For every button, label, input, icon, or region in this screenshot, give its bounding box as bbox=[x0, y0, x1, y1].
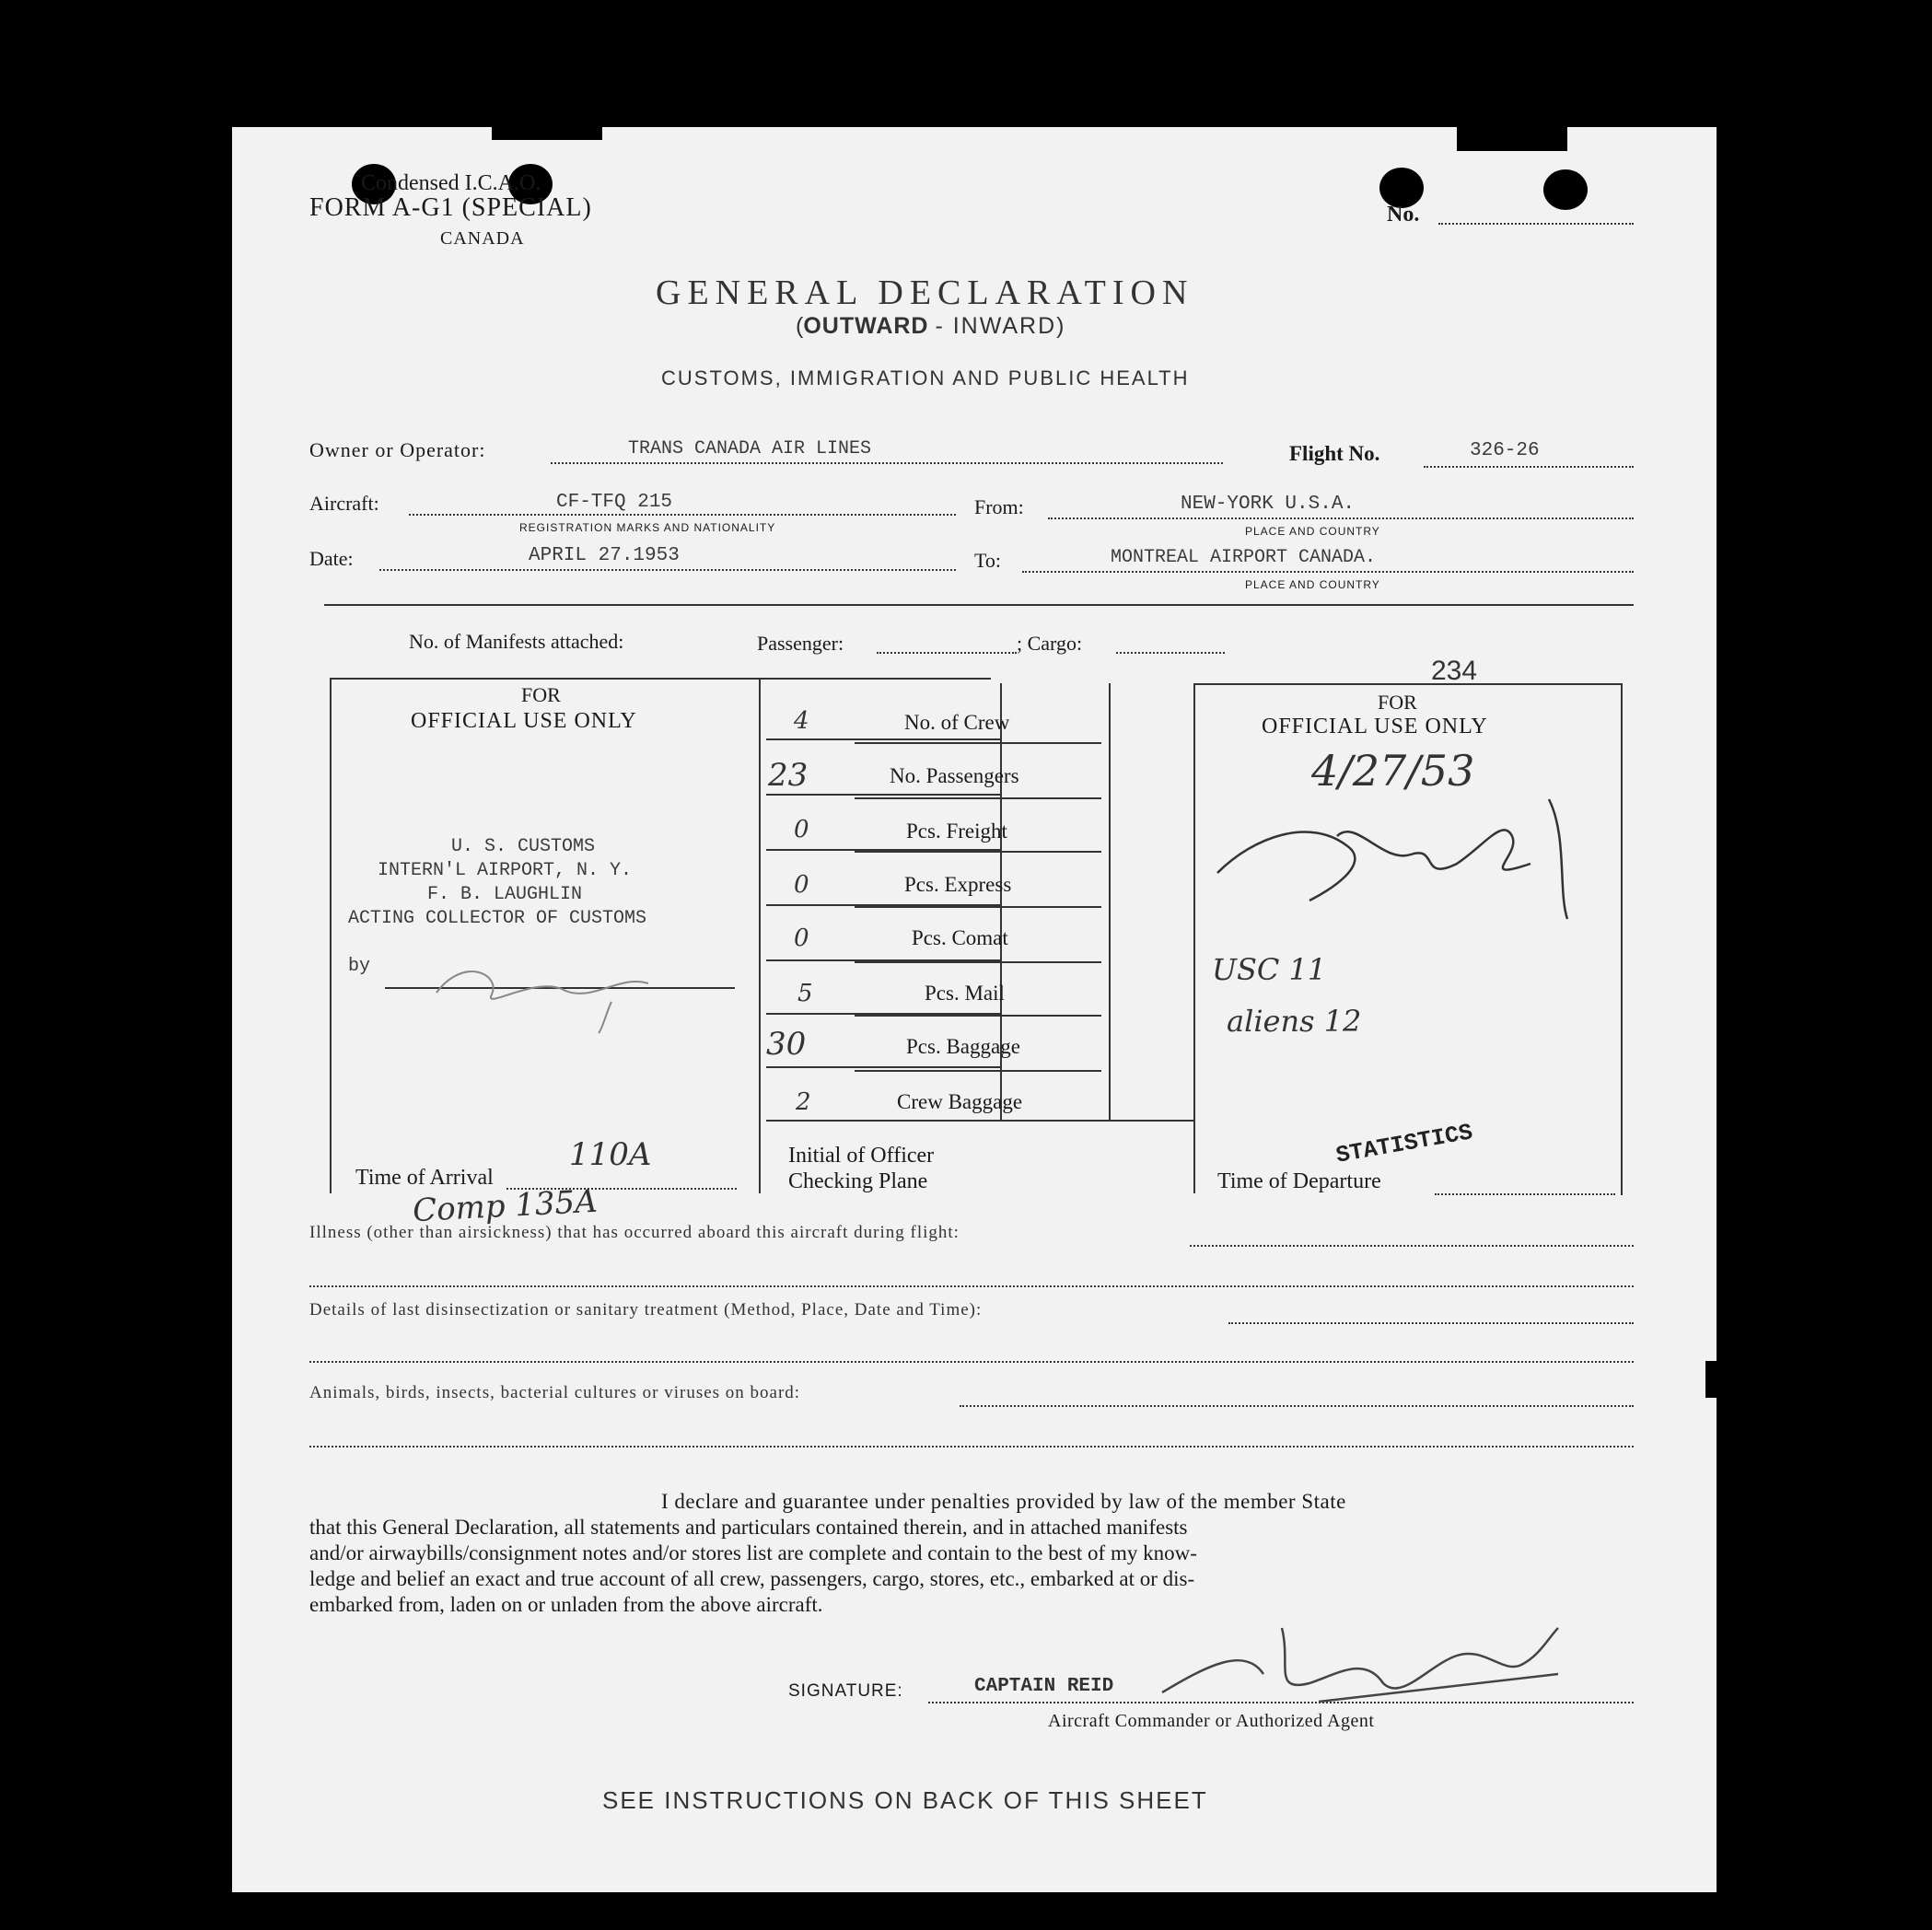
manifests-label: No. of Manifests attached: bbox=[409, 630, 624, 653]
customs-stamp-1: U. S. CUSTOMS bbox=[451, 836, 596, 857]
owner-label: Owner or Operator: bbox=[309, 438, 486, 461]
owner-value: TRANS CANADA AIR LINES bbox=[628, 438, 872, 459]
declaration-line-1: I declare and guarantee under penalties provided by law of the member State bbox=[661, 1490, 1346, 1513]
direction-line bbox=[796, 313, 1066, 340]
disinsect-question: Details of last disinsectization or sanitary treatment (Method, Place, Date and Time): bbox=[309, 1300, 983, 1320]
date-value: APRIL 27.1953 bbox=[529, 545, 680, 566]
entry-number: 234 bbox=[1431, 656, 1478, 686]
aircraft-label: Aircraft: bbox=[309, 492, 379, 515]
passenger-label: Passenger: bbox=[757, 632, 844, 655]
table-rule bbox=[766, 738, 1002, 740]
arrival-label: Time of Arrival bbox=[355, 1166, 494, 1190]
box-right bbox=[1621, 683, 1623, 1195]
customs-stamp-3: F. B. LAUGHLIN bbox=[427, 884, 583, 905]
crew-label: No. of Crew bbox=[904, 711, 1010, 734]
inward-label: - INWARD) bbox=[935, 313, 1066, 339]
captain-signature bbox=[1153, 1610, 1577, 1720]
express-count: 0 bbox=[794, 871, 809, 899]
handwritten-date: 4/27/53 bbox=[1311, 746, 1475, 796]
by-label: by bbox=[348, 956, 371, 977]
cargo-label: ; Cargo: bbox=[1017, 632, 1083, 655]
number-label: No. bbox=[1387, 203, 1420, 227]
passenger-line bbox=[877, 652, 1017, 654]
signature-value: CAPTAIN REID bbox=[974, 1676, 1114, 1697]
box-left bbox=[330, 678, 332, 1193]
table-rule bbox=[766, 1120, 1193, 1122]
table-rule bbox=[766, 1066, 1002, 1068]
statistics-stamp: STATISTICS bbox=[1333, 1119, 1475, 1169]
right-official: OFFICIAL USE ONLY bbox=[1262, 715, 1488, 738]
crew-count: 4 bbox=[794, 707, 809, 735]
customs-stamp-2: INTERN'L AIRPORT, N. Y. bbox=[378, 860, 633, 881]
customs-stamp-4: ACTING COLLECTOR OF CUSTOMS bbox=[348, 908, 647, 929]
mail-count: 5 bbox=[797, 980, 813, 1007]
express-label: Pcs. Express bbox=[904, 873, 1012, 896]
aircraft-caption: REGISTRATION MARKS AND NATIONALITY bbox=[519, 521, 776, 534]
animals-line bbox=[960, 1405, 1634, 1407]
torn-edge bbox=[1457, 127, 1567, 151]
to-line bbox=[1022, 571, 1634, 573]
number-line bbox=[1438, 223, 1634, 225]
from-line bbox=[1048, 517, 1634, 519]
table-rule bbox=[855, 797, 1101, 799]
declaration-line-3: and/or airwaybills/consignment notes and/or stores list are complete and contain to the best of my know- bbox=[309, 1541, 1197, 1564]
edge-notch bbox=[1705, 1361, 1717, 1398]
disinsect-line-2 bbox=[309, 1361, 1634, 1363]
animals-question: Animals, birds, insects, bacterial cultures or viruses on board: bbox=[309, 1383, 801, 1402]
box-top bbox=[330, 678, 991, 680]
signature-caption: Aircraft Commander or Authorized Agent bbox=[1048, 1711, 1375, 1731]
crew-baggage-label: Crew Baggage bbox=[897, 1090, 1023, 1113]
right-for: FOR bbox=[1378, 691, 1417, 714]
completion-note: Comp 135A bbox=[412, 1182, 599, 1230]
table-rule bbox=[855, 906, 1101, 908]
passengers-label: No. Passengers bbox=[890, 764, 1019, 787]
aliens-note: aliens 12 bbox=[1227, 1004, 1362, 1039]
box-top-right bbox=[1193, 683, 1621, 685]
usc-note: USC 11 bbox=[1212, 952, 1327, 987]
to-label: To: bbox=[974, 549, 1002, 572]
from-label: From: bbox=[974, 495, 1024, 518]
comat-count: 0 bbox=[794, 924, 809, 952]
table-rule bbox=[855, 851, 1101, 853]
table-rule bbox=[855, 742, 1101, 744]
declaration-line-2: that this General Declaration, all statements and particulars contained therein, and in attached manifests bbox=[309, 1516, 1188, 1539]
outward-label: OUTWARD bbox=[803, 313, 929, 339]
from-caption: PLACE AND COUNTRY bbox=[1245, 525, 1380, 538]
form-line-1: Condensed I.C.A.O. bbox=[361, 171, 541, 195]
baggage-count: 30 bbox=[766, 1026, 807, 1063]
date-label: Date: bbox=[309, 547, 354, 570]
passenger-count: 23 bbox=[768, 757, 809, 794]
page-title: GENERAL DECLARATION bbox=[656, 273, 1194, 312]
to-value: MONTREAL AIRPORT CANADA. bbox=[1111, 547, 1377, 568]
declaration-line-5: embarked from, laden on or unladen from the above aircraft. bbox=[309, 1593, 823, 1616]
declaration-sheet bbox=[232, 127, 1717, 1892]
illness-line-2 bbox=[309, 1285, 1634, 1287]
punch-hole bbox=[1543, 169, 1588, 210]
date-line bbox=[379, 569, 956, 571]
flight-label: Flight No. bbox=[1289, 442, 1380, 465]
to-caption: PLACE AND COUNTRY bbox=[1245, 578, 1380, 591]
animals-line-2 bbox=[309, 1446, 1634, 1448]
arrival-value: 110A bbox=[569, 1136, 652, 1173]
left-official: OFFICIAL USE ONLY bbox=[411, 709, 637, 733]
declaration-line-4: ledge and belief an exact and true account of all crew, passengers, cargo, stores, etc., embarked at or dis- bbox=[309, 1567, 1195, 1590]
disinsect-line bbox=[1228, 1322, 1634, 1324]
initial-officer-2: Checking Plane bbox=[788, 1169, 928, 1193]
flight-value: 326-26 bbox=[1470, 440, 1540, 461]
left-for: FOR bbox=[521, 683, 561, 706]
owner-line bbox=[551, 462, 1223, 464]
torn-edge bbox=[492, 127, 602, 140]
from-value: NEW-YORK U.S.A. bbox=[1181, 494, 1356, 515]
form-line-2: FORM A-G1 (SPECIAL) bbox=[309, 193, 592, 222]
form-line-3: CANADA bbox=[440, 228, 525, 249]
officer-signature-scribble bbox=[427, 937, 685, 1039]
crew-baggage-count: 2 bbox=[796, 1088, 811, 1116]
box-divider-3 bbox=[1193, 683, 1195, 1193]
table-rule bbox=[855, 1070, 1101, 1072]
departure-label: Time of Departure bbox=[1217, 1169, 1381, 1193]
baggage-label: Pcs. Baggage bbox=[906, 1035, 1020, 1058]
table-rule bbox=[855, 961, 1101, 963]
illness-line bbox=[1190, 1245, 1634, 1247]
paren-open: ( bbox=[796, 313, 804, 339]
signature-label: SIGNATURE: bbox=[788, 1681, 903, 1701]
aircraft-value: CF-TFQ 215 bbox=[556, 492, 673, 513]
flight-line bbox=[1424, 466, 1634, 468]
freight-count: 0 bbox=[794, 816, 809, 843]
box-divider-2 bbox=[1109, 683, 1111, 1120]
departure-line bbox=[1435, 1193, 1615, 1195]
freight-label: Pcs. Freight bbox=[906, 820, 1007, 843]
comat-label: Pcs. Comat bbox=[912, 926, 1008, 949]
illness-question: Illness (other than airsickness) that has occurred aboard this aircraft during flight: bbox=[309, 1223, 960, 1242]
mail-label: Pcs. Mail bbox=[925, 982, 1005, 1005]
subtitle: CUSTOMS, IMMIGRATION AND PUBLIC HEALTH bbox=[661, 366, 1190, 389]
collector-signature bbox=[1199, 781, 1604, 937]
table-rule bbox=[855, 1015, 1101, 1017]
cargo-line bbox=[1116, 652, 1225, 654]
initial-officer-1: Initial of Officer bbox=[788, 1144, 935, 1168]
table-rule bbox=[766, 794, 1002, 796]
header-rule bbox=[324, 604, 1634, 606]
box-divider-1 bbox=[759, 678, 761, 1193]
aircraft-line bbox=[409, 514, 956, 516]
footer-instructions: SEE INSTRUCTIONS ON BACK OF THIS SHEET bbox=[602, 1786, 1208, 1814]
